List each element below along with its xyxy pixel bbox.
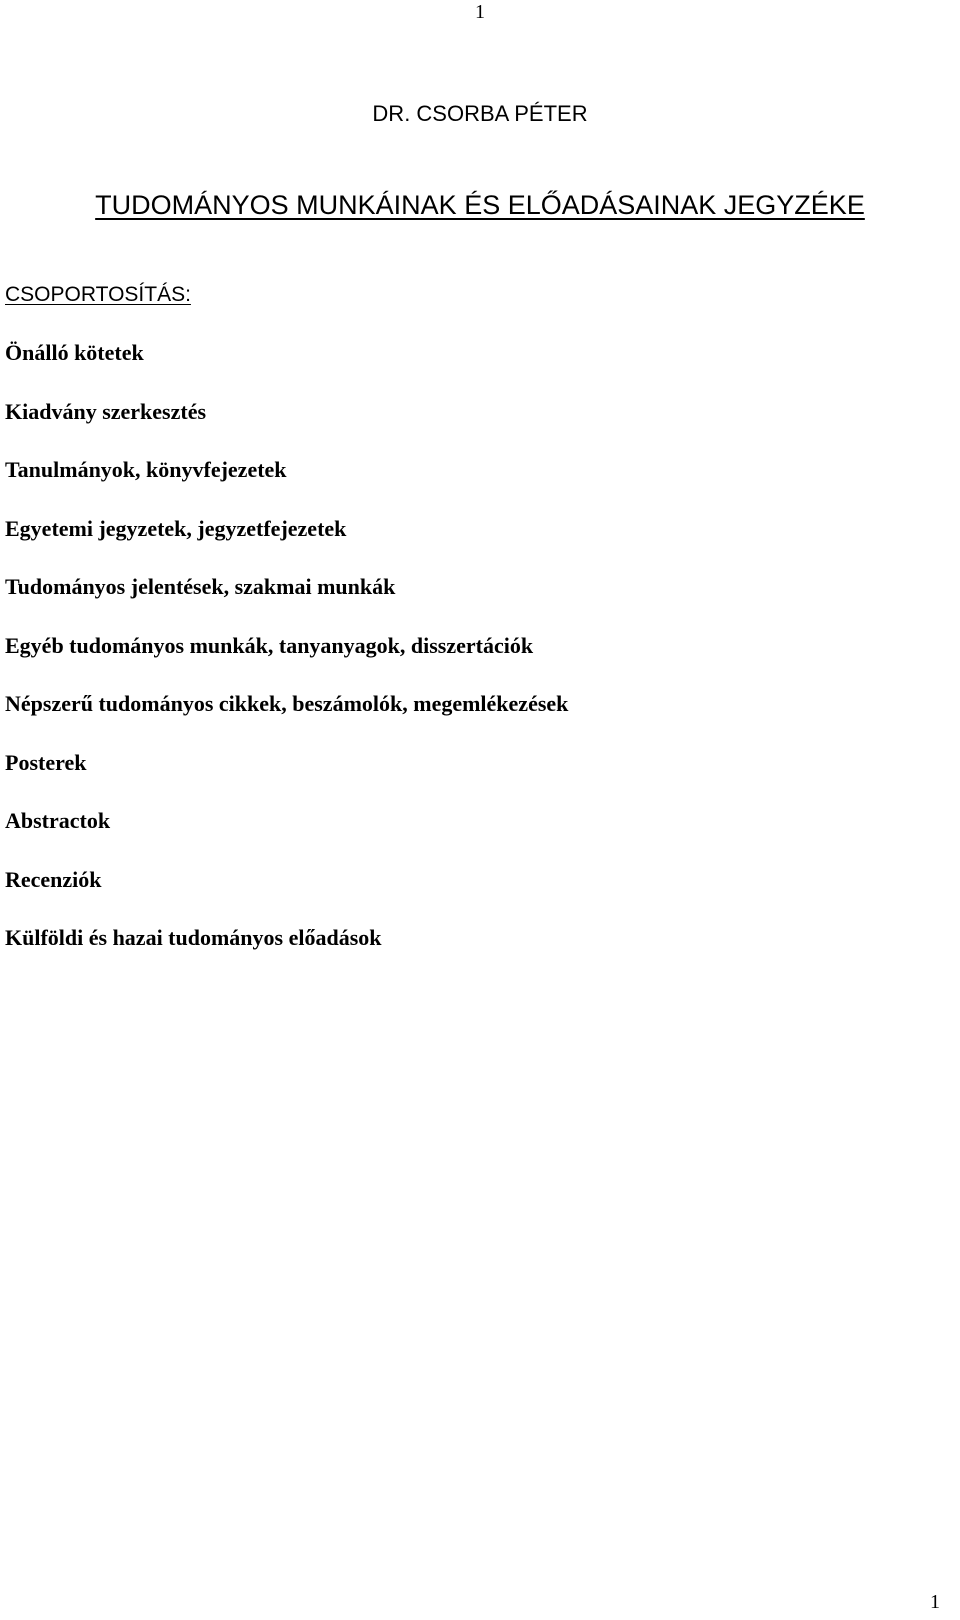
category-item: Népszerű tudományos cikkek, beszámolók, megemlékezések <box>5 691 569 716</box>
category-item: Tanulmányok, könyvfejezetek <box>5 457 287 482</box>
category-item: Külföldi és hazai tudományos előadások <box>5 925 382 950</box>
category-item: Tudományos jelentések, szakmai munkák <box>5 574 396 599</box>
document-title: TUDOMÁNYOS MUNKÁINAK ÉS ELŐADÁSAINAK JEGYZÉKE <box>95 190 865 220</box>
category-item: Posterek <box>5 749 87 775</box>
page-number-bottom: 1 <box>930 1591 940 1613</box>
category-item: Egyéb tudományos munkák, tanyanyagok, disszertációk <box>5 632 534 658</box>
page-number-top: 1 <box>475 1 485 23</box>
category-item: Önálló kötetek <box>5 340 144 365</box>
category-item: Recenziók <box>5 866 102 892</box>
category-item: Egyetemi jegyzetek, jegyzetfejezetek <box>5 515 347 541</box>
grouping-heading: CSOPORTOSÍTÁS: <box>5 283 191 306</box>
category-item: Kiadvány szerkesztés <box>5 398 207 424</box>
author-name: DR. CSORBA PÉTER <box>372 101 588 126</box>
category-list <box>5 339 568 983</box>
category-item: Abstractok <box>5 808 111 833</box>
